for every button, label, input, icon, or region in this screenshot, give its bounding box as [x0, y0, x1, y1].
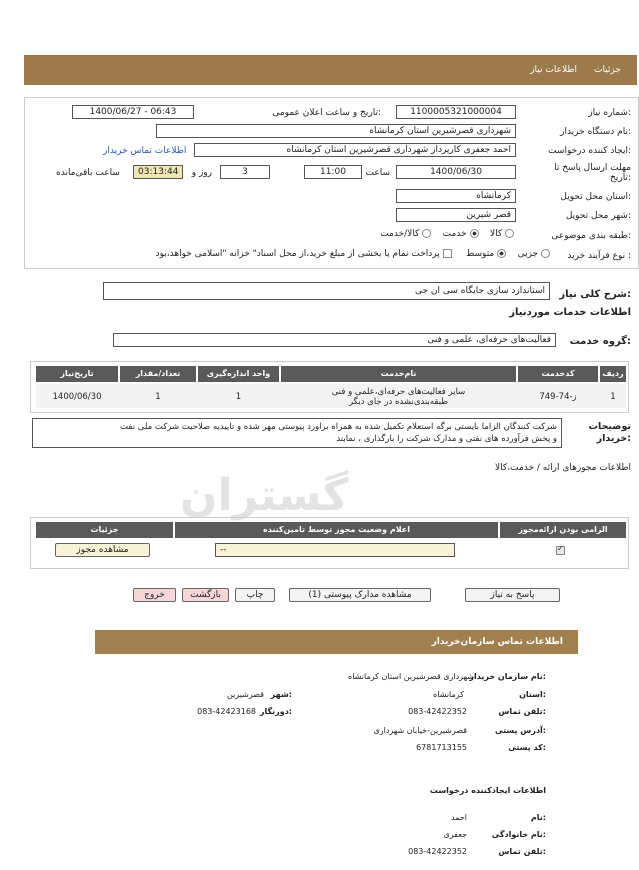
row-name-line1: سایر فعالیت‌های حرفه‌ای،علمی و فنی: [331, 387, 466, 397]
tab-need-info[interactable]: اطلاعات نیاز: [530, 65, 577, 75]
contact-section-title: اطلاعات تماس سازمان‌خریدار: [431, 637, 563, 647]
category-goods-label: کالا: [489, 229, 503, 239]
need-number-field: 1100005321000004: [396, 105, 516, 119]
row-qty: 1: [155, 392, 161, 402]
process-medium-radio[interactable]: [497, 249, 506, 258]
summary-label: شرح کلی نیاز:: [559, 289, 631, 300]
contact-section-header: [95, 630, 578, 654]
service-group-field: فعالیت‌های حرفه‌ای، علمی و فنی: [113, 333, 556, 347]
exit-button[interactable]: خروج: [133, 588, 176, 602]
creator-last-name-label: نام خانوادگی:: [491, 830, 546, 839]
category-label: طبقه بندی موضوعی:: [551, 231, 631, 241]
creator-first-name-value: احمد: [451, 813, 467, 822]
row-unit: 1: [235, 392, 242, 402]
col-code: کدخدمت: [518, 366, 598, 382]
contact-fax-value: 083-42423168: [197, 707, 256, 716]
contact-postal-label: کد پستی:: [508, 743, 546, 752]
category-service-label: خدمت: [442, 229, 467, 239]
announce-field: 1400/06/27 - 06:43: [72, 105, 194, 119]
need-number-label: شماره نیاز:: [588, 108, 631, 118]
province-field: کرمانشاه: [396, 189, 516, 203]
buyer-notes-field: [32, 418, 562, 448]
process-partial-label: جزیی: [517, 249, 539, 259]
contact-org-value: شهرداری قصرشیرین استان کرمانشاه: [348, 672, 474, 681]
creator-phone-value: 083-42422352: [408, 847, 467, 856]
process-medium-label: متوسط: [465, 249, 495, 259]
top-header-bar: [24, 55, 637, 85]
treasury-payment-note: پرداخت تمام یا بخشی از مبلغ خرید،از محل اسناد" خزانه "اسلامی خواهد،بود: [155, 249, 440, 259]
deadline-time-field: 11:00: [304, 165, 362, 179]
service-group-label: گروه خدمت:: [569, 336, 631, 347]
category-goods-service-label: کالا/خدمت: [380, 229, 420, 239]
process-radio-group: [156, 249, 550, 259]
summary-field: استاندارد سازی جایگاه سی ان جی: [103, 282, 550, 300]
category-goods-service-radio[interactable]: [422, 229, 431, 238]
days-field: 3: [220, 165, 270, 179]
col-name: نام‌خدمت: [281, 366, 516, 382]
buyer-notes-label: [588, 421, 631, 445]
category-service-radio[interactable]: [470, 229, 479, 238]
col-permit-status: اعلام وضعیت مجوز توسط تامین‌کننده: [175, 522, 498, 538]
category-radio-group: [380, 229, 514, 239]
creator-section-title: اطلاعات ایجادکننده درخواست: [429, 786, 546, 795]
creator-last-name-value: جعفری: [443, 830, 467, 839]
print-button[interactable]: چاپ: [235, 588, 275, 602]
buyer-contact-link[interactable]: اطلاعات تماس خریدار: [103, 146, 187, 156]
services-section-title: اطلاعات خدمات موردنیاز: [509, 307, 631, 318]
contact-province-value: کرمانشاه: [433, 690, 464, 699]
contact-fax-label: دورنگار:: [259, 707, 292, 716]
creator-field: احمد جعفری کارپرداز شهرداری قصرشیرین استان کرمانشاه: [194, 143, 516, 157]
days-label: روز و: [191, 168, 212, 178]
check-mark-icon: ✓: [557, 544, 564, 553]
contact-city-value: قصرشیرین: [226, 690, 264, 699]
col-qty: تعداد/مقدار: [120, 366, 196, 382]
permits-title: اطلاعات مجوزهای ارائه / خدمت،کالا: [495, 463, 631, 473]
row-date: 1400/06/30: [52, 392, 102, 402]
province-label: استان محل تحویل:: [560, 192, 631, 202]
deadline-date-field: 1400/06/30: [396, 165, 516, 179]
col-index: ردیف: [600, 366, 626, 382]
need-info-panel: [24, 97, 639, 269]
creator-first-name-label: نام:: [530, 813, 546, 822]
deadline-time-label: ساعت: [365, 168, 390, 178]
contact-phone-label: تلفن تماس:: [498, 707, 546, 716]
contact-phone-value: 083-42422352: [408, 707, 467, 716]
creator-phone-label: تلفن تماس:: [498, 847, 546, 856]
buyer-notes-label-line2: خریدار:: [596, 433, 631, 444]
contact-province-label: استان:: [519, 690, 546, 699]
col-unit: واحد اندازه‌گیری: [198, 366, 279, 382]
row-name: [281, 387, 516, 407]
process-partial-radio[interactable]: [541, 249, 550, 258]
permit-status-field: --: [215, 543, 455, 557]
city-field: قصر شیرین: [396, 208, 516, 222]
announce-label: تاریخ و ساعت اعلان عمومی:: [272, 108, 381, 118]
process-type-label: نوع فرآیند خرید :: [567, 251, 631, 261]
col-permit-required: الزامی بودن ارائه‌مجوز: [500, 522, 626, 538]
city-label: شهر محل تحویل:: [565, 211, 631, 221]
buyer-notes-line2: و پخش فرآورده های نفتی و مدارک شرکت را بارگذاری ، نمایند: [336, 434, 557, 444]
back-button[interactable]: بازگشت: [182, 588, 229, 602]
contact-org-label: نام سازمان خریدار:: [469, 672, 546, 681]
remaining-time-field: 03:13:44: [133, 165, 183, 179]
contact-address-label: آدرس پستی:: [495, 726, 546, 735]
buyer-org-label: نام دستگاه خریدار:: [560, 127, 631, 137]
view-permit-button[interactable]: مشاهده مجوز: [55, 543, 150, 557]
attachments-button[interactable]: مشاهده مدارک پیوستی (1): [289, 588, 431, 602]
row-code: ز-74-749: [539, 392, 577, 402]
contact-city-label: شهر:: [270, 690, 292, 699]
category-goods-radio[interactable]: [505, 229, 514, 238]
remaining-label: ساعت باقی‌مانده: [56, 168, 120, 178]
buyer-notes-label-line1: توضیحات: [588, 421, 631, 432]
row-name-line2: طبقه‌بندی‌نشده در جای دیگر: [348, 397, 449, 407]
contact-postal-value: 6781713155: [416, 743, 467, 752]
deadline-label: مهلت ارسال پاسخ تا تاریخ:: [554, 163, 631, 183]
reply-button[interactable]: پاسخ به نیاز: [465, 588, 560, 602]
row-index: 1: [610, 392, 616, 402]
watermark: گستران: [180, 470, 349, 521]
buyer-org-field: شهرداری قصرشیرین استان کرمانشاه: [156, 124, 516, 138]
contact-address-value: قصرشیرین-خیابان شهرداری: [373, 726, 467, 735]
col-permit-details: جزئیات: [36, 522, 173, 538]
col-date: تاریخ‌نیاز: [36, 366, 118, 382]
tab-details[interactable]: جزئیات: [594, 65, 621, 75]
creator-label: ایجاد کننده درخواست:: [548, 146, 631, 156]
buyer-notes-line1: شرکت کنندگان الزاما بایستی برگه استعلام تکمیل شده به همراه براورد پیوستی مهر شده و تاییدیه صلاحیت شرکت ملی نفت: [120, 422, 557, 432]
treasury-payment-checkbox[interactable]: [443, 249, 452, 258]
